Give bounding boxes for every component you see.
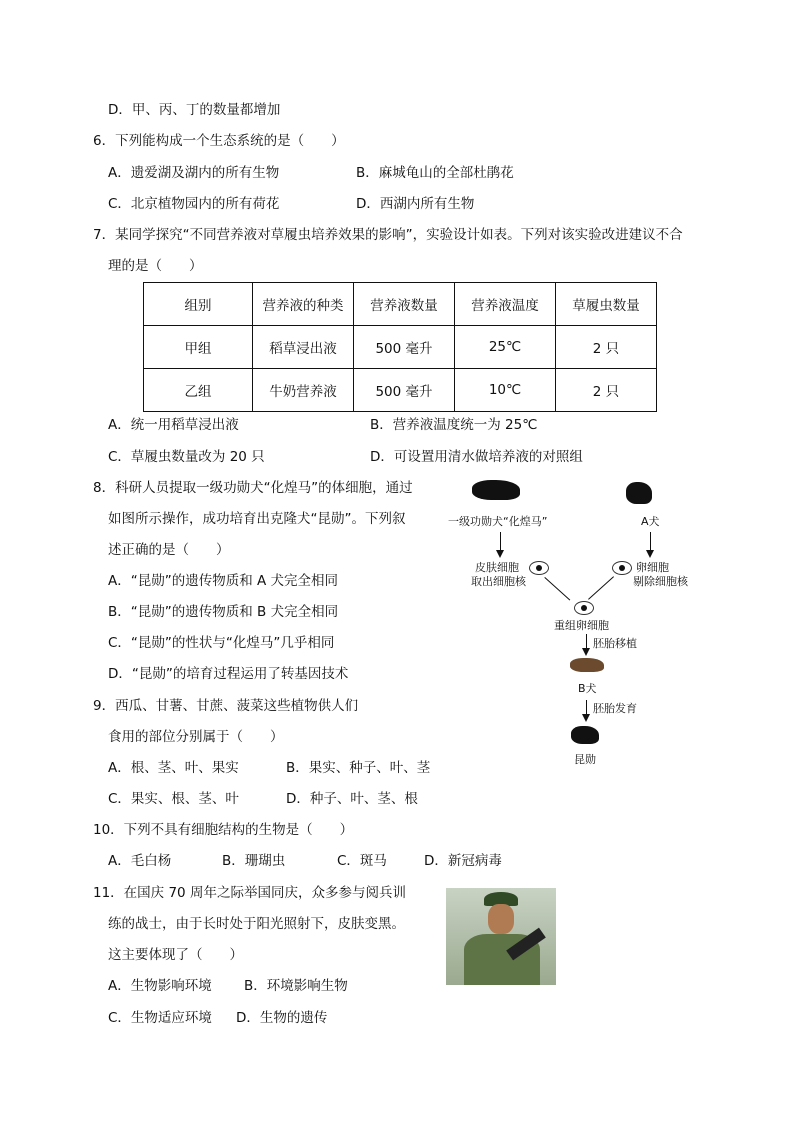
- text-line: 理的是（ ）: [108, 258, 203, 274]
- soldier-photo: [446, 888, 556, 985]
- text-line: A．“昆勋”的遗传物质和 A 犬完全相同: [108, 573, 339, 589]
- arrow-icon: [500, 532, 501, 556]
- text-line: 述正确的是（ ）: [108, 542, 230, 558]
- text-line: C．“昆勋”的性状与“化煌马”几乎相同: [108, 635, 335, 651]
- table-cell: 25℃: [455, 326, 556, 369]
- arrow-icon: [650, 532, 651, 556]
- text-line: C．果实、根、茎、叶: [108, 791, 239, 807]
- text-line: 如图所示操作，成功培育出克隆犬“昆勋”。下列叙: [108, 511, 406, 527]
- table-row: [144, 326, 657, 369]
- header-cell: 营养液的种类: [253, 283, 354, 326]
- text-line: D．“昆勋”的培育过程运用了转基因技术: [108, 666, 349, 682]
- text-line: A．根、茎、叶、果实: [108, 760, 239, 776]
- text-line: 9．西瓜、甘薯、甘蔗、菠菜这些植物供人们: [93, 698, 359, 714]
- table-cell: 2 只: [556, 326, 657, 369]
- text-line: D．甲、丙、丁的数量都增加: [108, 102, 281, 118]
- text-line: 11．在国庆 70 周年之际举国同庆，众多参与阅兵训: [93, 885, 406, 901]
- text-line: D．种子、叶、茎、根: [286, 791, 418, 807]
- text-line: 7．某同学探究“不同营养液对草履虫培养效果的影响”，实验设计如表。下列对该实验改进建议不合: [93, 227, 683, 243]
- arrow-line: [588, 576, 614, 599]
- text-line: 6．下列能构成一个生态系统的是（ ）: [93, 133, 345, 149]
- table-cell: 甲组: [144, 326, 253, 369]
- dog-kunxun-image: [571, 726, 599, 744]
- skin-cell-icon: [529, 561, 549, 575]
- text-line: D．西湖内所有生物: [356, 196, 475, 212]
- label: 胚胎发育: [593, 702, 637, 715]
- text-line: A．生物影响环境: [108, 978, 212, 994]
- header-cell: 草履虫数量: [556, 283, 657, 326]
- dog-huahuangma-image: [472, 480, 520, 500]
- text-line: A．统一用稻草浸出液: [108, 417, 239, 433]
- text-line: B．环境影响生物: [244, 978, 348, 994]
- label: 取出细胞核: [471, 575, 526, 588]
- text-line: A．毛白杨: [108, 853, 172, 869]
- arrow-icon: [586, 634, 587, 654]
- label: B犬: [578, 682, 597, 695]
- text-line: C．生物适应环境: [108, 1010, 212, 1026]
- text-line: 食用的部位分别属于（ ）: [108, 729, 284, 745]
- text-line: 练的战士，由于长时处于阳光照射下，皮肤变黑。: [108, 916, 405, 932]
- text-line: B．麻城龟山的全部杜鹃花: [356, 165, 514, 181]
- text-line: 这主要体现了（ ）: [108, 947, 243, 963]
- text-line: D．新冠病毒: [424, 853, 502, 869]
- text-line: 8．科研人员提取一级功勋犬“化煌马”的体细胞，通过: [93, 480, 413, 496]
- text-line: A．遗爱湖及湖内的所有生物: [108, 165, 280, 181]
- table-header-row: [144, 283, 657, 326]
- table-cell: 乙组: [144, 369, 253, 412]
- dog-b-image: [570, 658, 604, 672]
- dog-a-image: [626, 482, 652, 504]
- text-line: B．“昆勋”的遗传物质和 B 犬完全相同: [108, 604, 339, 620]
- arrow-icon: [586, 700, 587, 720]
- experiment-table: [143, 282, 657, 412]
- text-line: 10．下列不具有细胞结构的生物是（ ）: [93, 822, 354, 838]
- table-cell: 牛奶营养液: [253, 369, 354, 412]
- label: 剔除细胞核: [633, 575, 688, 588]
- table-cell: 稻草浸出液: [253, 326, 354, 369]
- label: 皮肤细胞: [475, 561, 519, 574]
- table-cell: 10℃: [455, 369, 556, 412]
- text-line: C．斑马: [337, 853, 387, 869]
- table-cell: 500 毫升: [354, 326, 455, 369]
- label: 昆勋: [574, 753, 596, 766]
- text-line: C．北京植物园内的所有荷花: [108, 196, 280, 212]
- text-line: C．草履虫数量改为 20 只: [108, 449, 265, 465]
- label: 一级功勋犬“化煌马”: [448, 515, 548, 528]
- egg-cell-icon: [612, 561, 632, 575]
- table-cell: 500 毫升: [354, 369, 455, 412]
- text-line: D．可设置用清水做培养液的对照组: [370, 449, 583, 465]
- label: 重组卵细胞: [554, 619, 609, 632]
- recombined-cell-icon: [574, 601, 594, 615]
- arrow-line: [544, 577, 570, 600]
- label: A犬: [641, 515, 660, 528]
- header-cell: 组别: [144, 283, 253, 326]
- text-line: B．珊瑚虫: [222, 853, 286, 869]
- label: 卵细胞: [636, 561, 669, 574]
- table-row: [144, 369, 657, 412]
- text-line: B．果实、种子、叶、茎: [286, 760, 431, 776]
- text-line: B．营养液温度统一为 25℃: [370, 417, 538, 433]
- table-cell: 2 只: [556, 369, 657, 412]
- header-cell: 营养液温度: [455, 283, 556, 326]
- text-line: D．生物的遗传: [236, 1010, 328, 1026]
- label: 胚胎移植: [593, 637, 637, 650]
- header-cell: 营养液数量: [354, 283, 455, 326]
